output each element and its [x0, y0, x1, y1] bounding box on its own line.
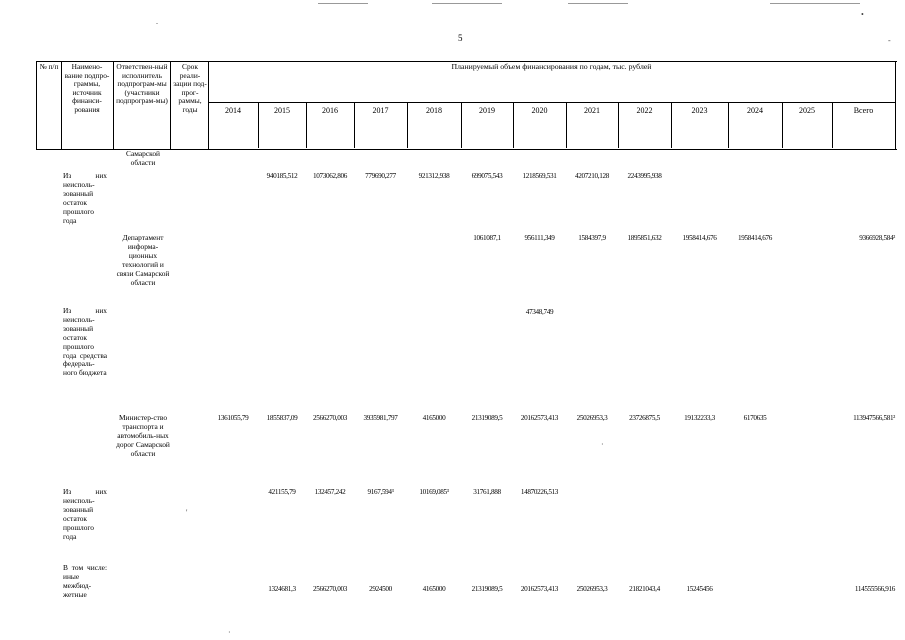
value-cell: 1958414,676 — [682, 234, 717, 242]
row-name: Из них неисполь-зованный остаток прошлого года — [63, 487, 107, 541]
year-header: 2018 — [426, 106, 442, 115]
year-header: 2022 — [636, 106, 653, 115]
value-cell: 1895851,632 — [627, 234, 662, 242]
value-cell: 1218569,531 — [522, 172, 557, 180]
scan-dot: • — [861, 10, 864, 19]
value-cell: 15245456 — [686, 585, 713, 593]
value-cell: 2924500 — [369, 585, 392, 593]
value-cell: 23726875,5 — [629, 414, 660, 422]
year-header: 2014 — [225, 106, 241, 115]
value-cell: 2243995,938 — [627, 172, 662, 180]
value-cell: 6170635 — [743, 414, 767, 422]
value-cell: 4165000 — [422, 414, 446, 422]
value-cell: 421155,79 — [268, 488, 296, 496]
year-header: 2025 — [799, 106, 815, 115]
row-name: В том числе: иные межбюд-жетные — [63, 563, 107, 599]
value-cell: 921312,938 — [418, 172, 450, 180]
value-cell: 2566270,003 — [313, 414, 347, 422]
year-header: 2024 — [747, 106, 763, 115]
header-planned: Планируемый объем финансирования по годам, тыс. рублей — [451, 62, 652, 71]
value-cell: 132457,242 — [314, 488, 346, 496]
value-cell: 31761,888 — [473, 488, 501, 496]
scan-dot: · — [228, 628, 231, 637]
value-cell: 21319089,5 — [471, 585, 503, 593]
value-cell: 10169,085³ — [419, 488, 449, 496]
value-cell: 20162573,413 — [520, 414, 559, 422]
year-header: Всего — [853, 106, 874, 115]
scan-dot: ' — [186, 508, 188, 517]
scan-dot: - — [888, 36, 891, 45]
value-cell: 1073062,806 — [313, 172, 347, 180]
value-cell: 956111,349 — [524, 234, 555, 242]
responsible-executor: Министер-ство транспорта и автомобиль-ных дорог Самарской области — [116, 413, 170, 458]
value-cell: 47348,749 — [525, 308, 554, 316]
scan-mark — [568, 3, 628, 4]
value-cell: 779690,277 — [365, 172, 396, 180]
row-name: Из них неисполь-зованный остаток прошлого года средства федераль-ного бюджета — [63, 306, 107, 378]
header-responsible: Ответствен-ный исполнитель подпрограм-мы (участники подпрограм-мы) — [116, 62, 168, 106]
value-cell: 21319089,5 — [471, 414, 503, 422]
responsible-executor: Департамент информа-ционных технологий и связи Самарской области — [116, 233, 170, 287]
value-cell: 1584397,9 — [578, 234, 606, 242]
value-cell: 1324681,3 — [268, 585, 296, 593]
year-header: 2016 — [322, 106, 338, 115]
year-header: 2019 — [479, 106, 495, 115]
header-number: № п/п — [39, 62, 59, 71]
year-header: 2015 — [274, 106, 290, 115]
year-header: 2021 — [584, 106, 600, 115]
value-cell: 19132233,3 — [684, 414, 715, 422]
header-name: Наимено-вание подпро-граммы, источник финанси-рования — [64, 62, 110, 114]
value-cell: 1958414,676 — [738, 234, 772, 242]
value-cell: 4207210,128 — [575, 172, 609, 180]
page-number: 5 — [458, 33, 463, 43]
year-header: 2020 — [531, 106, 548, 115]
responsible-executor: Самарской области — [126, 149, 160, 167]
value-cell-total: 114555566,916 — [854, 585, 895, 593]
value-cell: 25026953,3 — [576, 414, 608, 422]
value-cell: 2566270,003 — [313, 585, 347, 593]
value-cell: 25026953,3 — [576, 585, 608, 593]
row-name: Из них неисполь-зованный остаток прошлого года — [63, 171, 107, 225]
value-cell: 1361055,79 — [217, 414, 249, 422]
header-term: Срок реали-зации под-прог-раммы, годы — [173, 62, 207, 114]
scan-mark — [318, 3, 368, 4]
value-cell: 4165000 — [422, 585, 446, 593]
value-cell: 3935981,797 — [363, 414, 398, 422]
scan-mark — [770, 3, 860, 4]
scan-dot: . — [156, 17, 158, 26]
scan-dot: · — [601, 440, 604, 449]
value-cell: 699075,543 — [471, 172, 503, 180]
value-cell: 1855837,09 — [266, 414, 298, 422]
value-cell: 1061087,1 — [473, 234, 501, 242]
scan-mark — [432, 3, 502, 4]
year-header: 2023 — [691, 106, 708, 115]
value-cell: 14870226,513 — [520, 488, 559, 496]
value-cell: 940185,512 — [266, 172, 298, 180]
value-cell: 21821043,4 — [629, 585, 660, 593]
value-cell: 9167,594³ — [367, 488, 394, 496]
value-cell: 20162573,413 — [520, 585, 559, 593]
value-cell-total: 9366928,584² — [859, 234, 895, 242]
value-cell-total: 113947566,581² — [853, 414, 895, 422]
year-header: 2017 — [372, 106, 389, 115]
